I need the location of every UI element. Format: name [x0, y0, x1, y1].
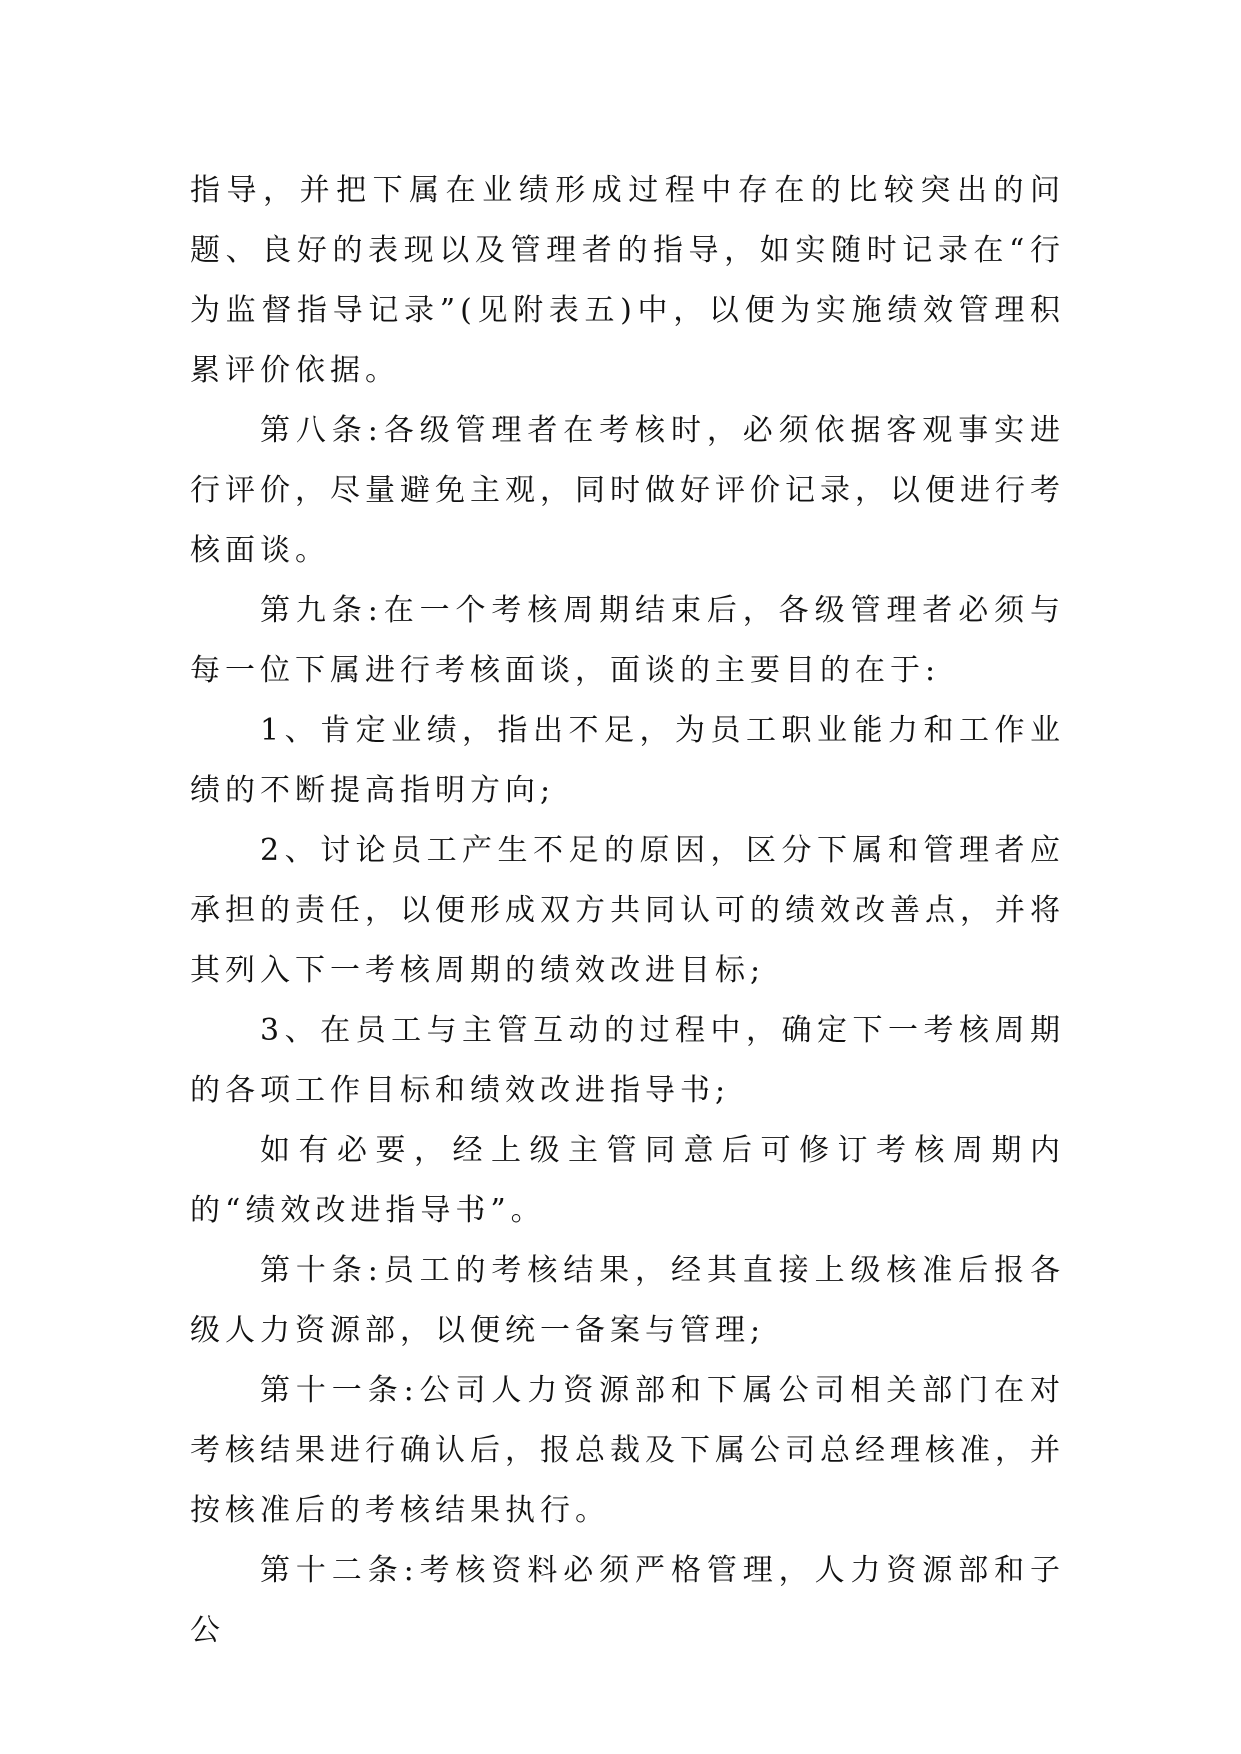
paragraph-article-10: 第十条:员工的考核结果，经其直接上级核准后报各级人力资源部，以便统一备案与管理;: [190, 1253, 1065, 1348]
paragraph-article-11: 第十一条:公司人力资源部和下属公司相关部门在对考核结果进行确认后，报总裁及下属公司总经理核准，并按核准后的考核结果执行。: [190, 1373, 1065, 1528]
paragraph-item-2: 2、讨论员工产生不足的原因，区分下属和管理者应承担的责任，以便形成双方共同认可的绩效改善点，并将其列入下一考核周期的绩效改进目标;: [190, 833, 1065, 988]
paragraph-continuation: 指导，并把下属在业绩形成过程中存在的比较突出的问题、良好的表现以及管理者的指导，如实随时记录在“行为监督指导记录”(见附表五)中，以便为实施绩效管理积累评价依据。: [190, 173, 1065, 388]
paragraph-revision-note: 如有必要，经上级主管同意后可修订考核周期内的“绩效改进指导书”。: [190, 1133, 1065, 1228]
document-body: [190, 161, 1065, 1661]
paragraph-article-8: 第八条:各级管理者在考核时，必须依据客观事实进行评价，尽量避免主观，同时做好评价记录，以便进行考核面谈。: [190, 413, 1065, 568]
paragraph-item-1: 1、肯定业绩，指出不足，为员工职业能力和工作业绩的不断提高指明方向;: [190, 713, 1065, 808]
paragraph-article-12: 第十二条:考核资料必须严格管理，人力资源部和子公: [190, 1553, 1065, 1648]
paragraph-item-3: 3、在员工与主管互动的过程中，确定下一考核周期的各项工作目标和绩效改进指导书;: [190, 1013, 1065, 1108]
paragraph-article-9: 第九条:在一个考核周期结束后，各级管理者必须与每一位下属进行考核面谈，面谈的主要目的在于:: [190, 593, 1065, 688]
